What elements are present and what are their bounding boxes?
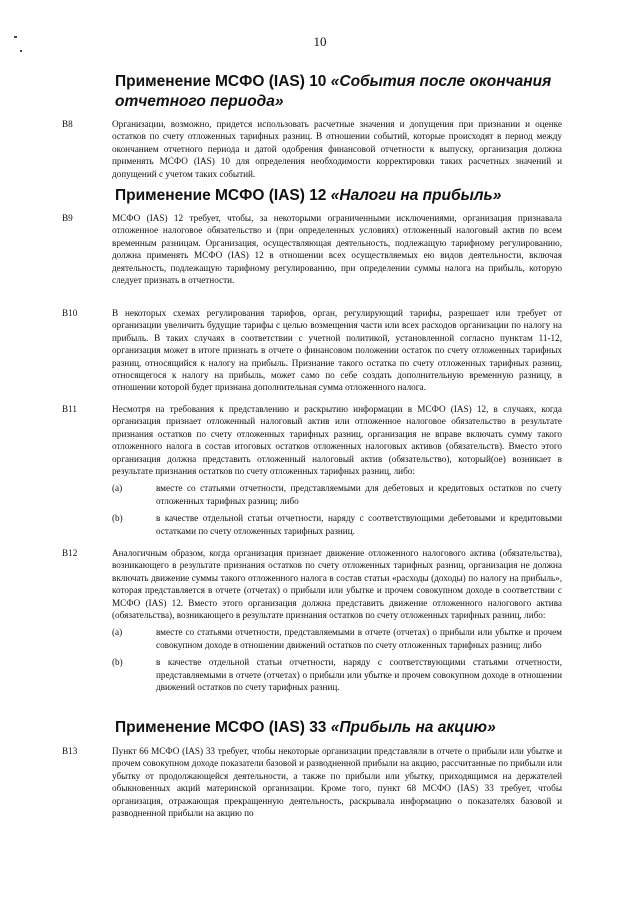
paragraph-text: Организации, возможно, придется использовать расчетные значения и допущения при признании и оценке остатков по счету отложенных тарифных разниц. В отношении событий, которые происходят в период между окончанием отчетного периода и датой одобрения финансовой отчетности к выпуску, организация должна применять МСФО (IAS) 10 для определения необходимости корректировки таких расчетных значений и допущений с учетом таких событий. [112, 119, 562, 179]
heading-prefix: Применение МСФО (IAS) 33 [115, 719, 331, 736]
paragraph-number: B9 [62, 213, 73, 223]
list-item-label: (a) [112, 483, 123, 494]
paragraph-number: B11 [62, 404, 77, 414]
paragraph-text: Пункт 66 МСФО (IAS) 33 требует, чтобы некоторые организации представляли в отчете о прибыли или убытке и прочем совокупном доходе показатели базовой и разводненной прибыли на акцию, рассчитанные по прибыли или убытку от продолжающейся деятельности, а также по прибыли или убытку, приходящимся на держателей обыкновенных акций материнской организации. Кроме того, пункт 68 МСФО (IAS) 33 требует, чтобы организация, отражающая прекращенную деятельность, раскрывала информацию о показателях базовой и разводненной прибыли на акцию по [112, 746, 562, 819]
paragraph-text: МСФО (IAS) 12 требует, чтобы, за некоторыми ограниченными исключениями, организация признавала отложенное налоговое обязательство и (при определенных условиях) отложенный налоговый актив по всем временным разницам. Организация, осуществляющая деятельность, подлежащую тарифному регулированию, должна применять МСФО (IAS) 12 в отношении всех осуществляемых ею видов деятельности, включая деятельность, подлежащую тарифному регулированию, при определении суммы налога на прибыль, которую следует признать в отчетности. [112, 213, 562, 286]
paragraph-text: В некоторых схемах регулирования тарифов, орган, регулирующий тарифы, разрешает или требует от организации увеличить будущие тарифы с целью возмещения части или всех расходов организации по налогу на прибыль. В таких случаях в соответствии с учетной политикой, установленной согласно пунктам 11-12, организация может в итоге признать в отчете о финансовом положении остаток по счету отложенных тарифных разниц, относящийся к налогу на прибыль. Признание такого остатка по счету отложенных тарифных разниц, относящегося к налогу на прибыль, может само по себе создать дополнительную временную разницу, в отношении которой будет признана дополнительная сумма отложенного налога. [112, 308, 562, 393]
paragraph-b9 [62, 212, 562, 286]
list-item-text: вместе со статьями отчетности, представляемыми для дебетовых и кредитовых остатков по счету отложенных тарифных разниц; либо [156, 483, 562, 506]
list-item-label: (b) [112, 513, 123, 524]
heading-prefix: Применение МСФО (IAS) 10 [115, 73, 331, 90]
paragraph-b10 [62, 307, 562, 394]
paragraph-b8 [62, 118, 562, 180]
page-number: 10 [313, 34, 327, 49]
section-heading-ias10 [115, 72, 565, 112]
section-heading-ias33 [115, 718, 565, 738]
paragraph-number: B13 [62, 746, 78, 756]
paragraph-b13 [62, 745, 562, 819]
paragraph-number: B10 [62, 308, 78, 318]
paragraph-text: Несмотря на требования к представлению и раскрытию информации в МСФО (IAS) 12, в случаях, когда организация признает отложенный налоговый актив или отложенное налоговое обязательство в результате признания остатков по счету отложенных тарифных разниц, организация не вправе включать сумму такого отложенного налога в состав итоговых остатков отложенных налоговых активов (обязательств). Вместо этого организация должна представить отложенный налоговый актив (обязательство), который(ое) возникает в результате признания остатков по счету отложенных тарифных разниц, либо: [112, 404, 562, 477]
heading-title: «События после окончания отчетного периода» [115, 73, 552, 110]
list-item-label: (a) [112, 627, 123, 638]
list-item-text: вместе со статьями отчетности, представляемыми в отчете (отчетах) о прибыли или убытке и прочем совокупном доходе в отношении движений остатков по счету отложенных тарифных разниц; либо [156, 627, 562, 650]
paragraph-text: Аналогичным образом, когда организация признает движение отложенного налогового актива (обязательства), возникающего в результате признания остатков по счету отложенных тарифных разниц, организация не должна включать движение суммы такого отложенного налога в состав статьи «расходы (доходы) по налогу на прибыль», которая представляется в отчете (отчетах) о прибыли или убытке и прочем совокупном доходе в соответствии с МСФО (IAS) 12. Вместо этого организация должна представить движение отложенного налогового актива (обязательства), возникающего в результате признания остатков по счету отложенных тарифных разниц, либо: [112, 548, 562, 621]
list-item-text: в качестве отдельной статьи отчетности, наряду с соответствующими дебетовыми и кредитовыми остатками по счету отложенных тарифных разниц. [156, 513, 562, 536]
heading-prefix: Применение МСФО (IAS) 12 [115, 187, 331, 204]
paragraph-number: B8 [62, 119, 73, 129]
heading-title: «Прибыль на акцию» [330, 719, 496, 736]
list-item [112, 656, 562, 693]
section-heading-ias12 [115, 186, 565, 206]
list-item-text: в качестве отдельной статьи отчетности, наряду с соответствующими статьями отчетности, представляемыми в отчете (отчетах) о прибыли или убытке и прочем совокупном доходе в отношении движений остатков по счету тарифных разниц. [156, 657, 562, 693]
paragraph-b11 [62, 403, 562, 537]
list-item-label: (b) [112, 657, 123, 668]
list-item [112, 482, 562, 507]
scan-mark [20, 50, 22, 52]
paragraph-number: B12 [62, 548, 78, 558]
list-item [112, 512, 562, 537]
list-item [112, 626, 562, 651]
heading-title: «Налоги на прибыль» [330, 187, 502, 204]
paragraph-b12 [62, 547, 562, 693]
